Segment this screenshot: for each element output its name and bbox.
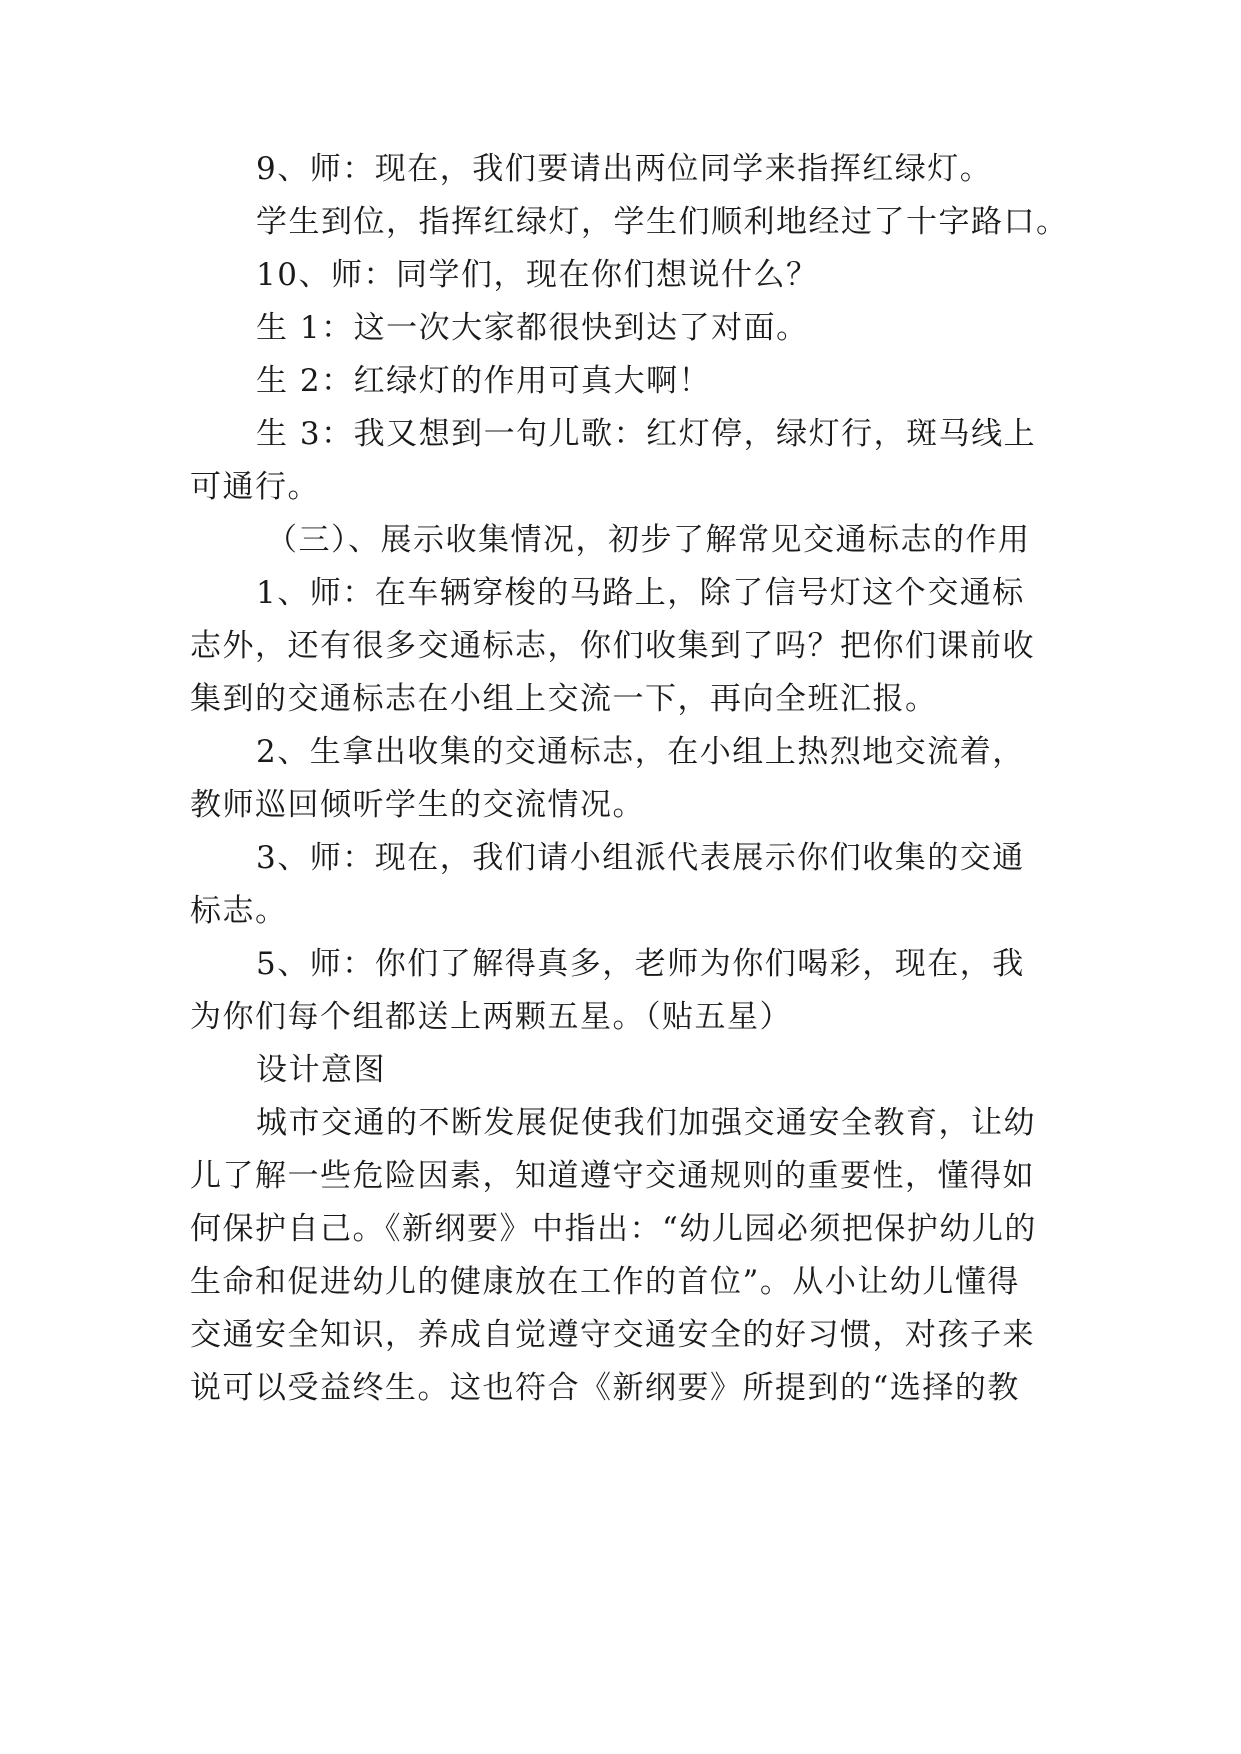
paragraph-line: 城市交通的不断发展促使我们加强交通安全教育，让幼 <box>256 1105 1036 1141</box>
paragraph-line: 生 2：红绿灯的作用可真大啊！ <box>256 363 712 399</box>
paragraph-line: 说可以受益终生。这也符合《新纲要》所提到的“选择的教 <box>190 1370 1020 1406</box>
paragraph-line: 生 1：这一次大家都很快到达了对面。 <box>256 310 809 346</box>
paragraph-line: 集到的交通标志在小组上交流一下，再向全班汇报。 <box>190 681 938 717</box>
paragraph-line: 3、师：现在，我们请小组派代表展示你们收集的交通 <box>256 840 1025 876</box>
paragraph-line: 2、生拿出收集的交通标志，在小组上热烈地交流着， <box>256 734 1025 770</box>
paragraph-line: 生命和促进幼儿的健康放在工作的首位”。从小让幼儿懂得 <box>190 1264 1020 1300</box>
paragraph-line: 为你们每个组都送上两颗五星。（贴五星） <box>190 999 792 1035</box>
paragraph-line: 9、师：现在，我们要请出两位同学来指挥红绿灯。 <box>256 151 993 187</box>
paragraph-line: 可通行。 <box>190 469 320 505</box>
paragraph-line: 教师巡回倾听学生的交流情况。 <box>190 787 645 823</box>
paragraph-line: 何保护自己。《新纲要》中指出：“幼儿园必须把保护幼儿的 <box>190 1211 1037 1247</box>
paragraph-line: 儿了解一些危险因素，知道遵守交通规则的重要性，懂得如 <box>190 1158 1035 1194</box>
paragraph-line: 交通安全知识，养成自觉遵守交通安全的好习惯，对孩子来 <box>190 1317 1035 1353</box>
paragraph-line: 标志。 <box>190 893 288 929</box>
paragraph-line: 1、师：在车辆穿梭的马路上，除了信号灯这个交通标 <box>256 575 1025 611</box>
section-title: 设计意图 <box>256 1052 386 1088</box>
paragraph-line: 5、师：你们了解得真多，老师为你们喝彩，现在，我 <box>256 946 1025 982</box>
paragraph-line: 10、师：同学们，现在你们想说什么？ <box>256 257 819 293</box>
paragraph-line: 志外，还有很多交通标志，你们收集到了吗？把你们课前收 <box>190 628 1035 664</box>
paragraph-line: 生 3：我又想到一句儿歌：红灯停，绿灯行，斑马线上 <box>256 416 1037 452</box>
section-heading: （三）、展示收集情况，初步了解常见交通标志的作用 <box>266 522 1031 558</box>
paragraph-line: 学生到位，指挥红绿灯，学生们顺利地经过了十字路口。 <box>256 204 1069 240</box>
